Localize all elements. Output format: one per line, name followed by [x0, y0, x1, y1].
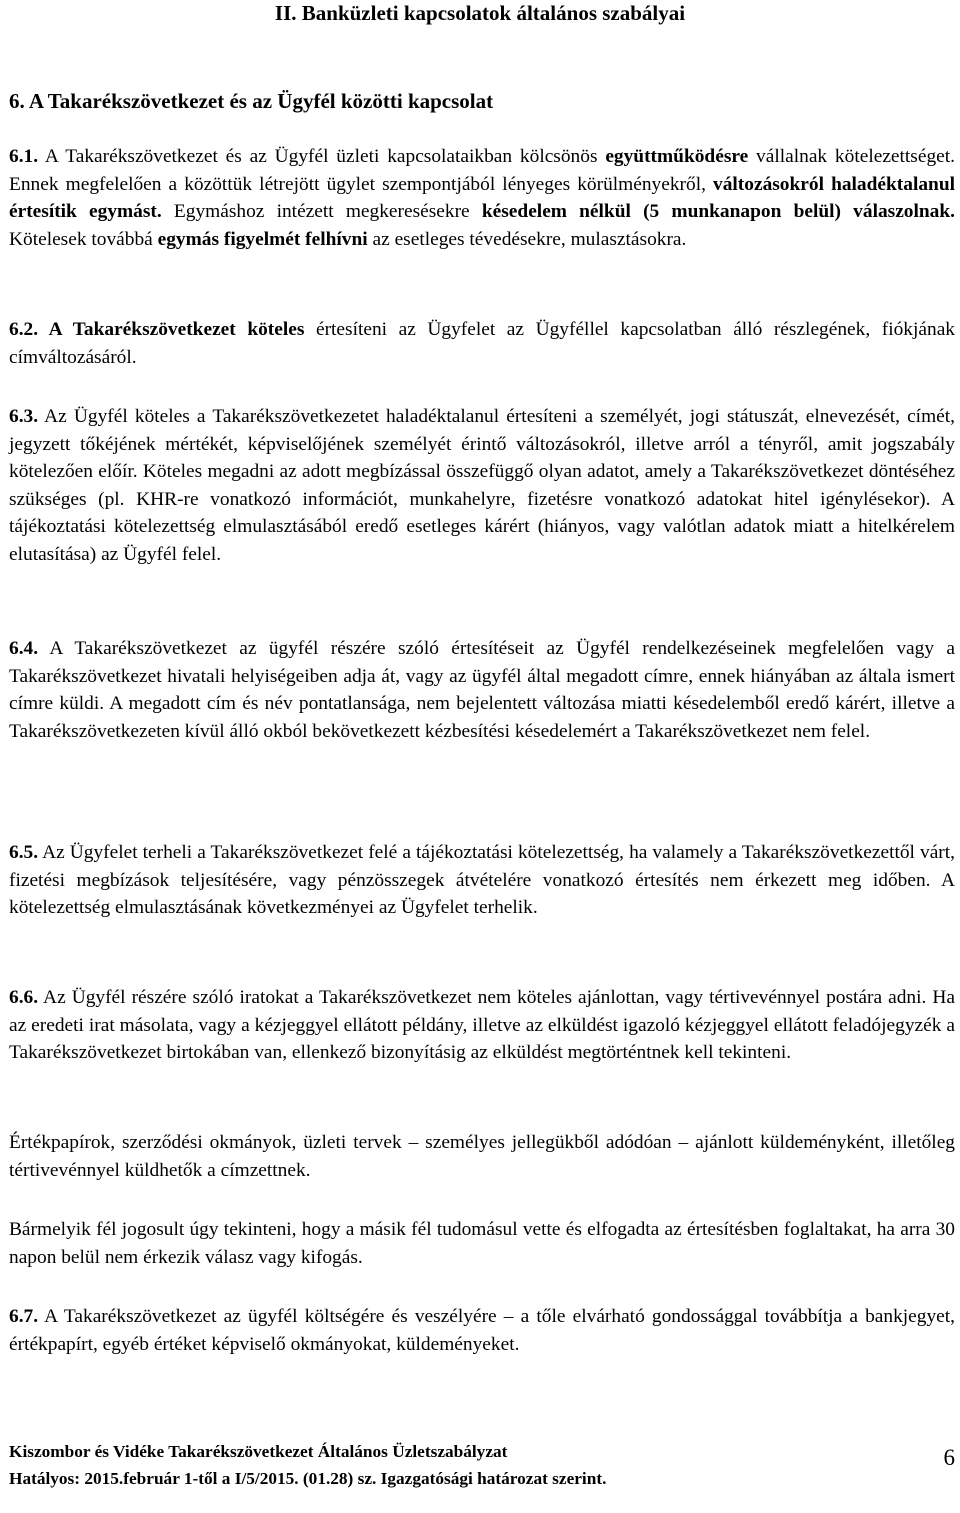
- emphasis-text: változásokról haladéktalanul értesítik egymást.: [9, 173, 955, 223]
- paragraph-text: Az Ügyfél részére szóló iratokat a Takarékszövetkezet nem köteles ajánlottan, vagy tértivevénnyel postára adni. Ha az eredeti irat másolata, vagy a kézjeggyel ellátott példány, illetve az elküldést igazoló kézjeggyel ellátott feladójegyzék a Takarékszövetkezet birtokában van, ellenkező bizonyításig az elküldést megtörténtnek kell tekinteni.: [9, 987, 955, 1064]
- paragraph-text: A Takarékszövetkezet az ügyfél részére szóló értesítéseit az Ügyfél rendelkezéseinek megfelelően vagy a Takarékszövetkezet hivatali helyiségeiben adja át, vagy az ügyfél által megadott címre, ennek hiányában az általa ismert címre küldi. A megadott cím és név pontatlansága, nem bejelentett változása miatti késedelemből eredő kárért, illetve a Takarékszövetkezeten kívül álló okból bekövetkezett kézbesítési késedelemért a Takarékszövetkezet nem felel.: [9, 638, 955, 742]
- paragraph-number: 6.6.: [9, 987, 39, 1008]
- paragraph-number: 6.7.: [9, 1306, 39, 1327]
- paragraph-number: 6.5.: [9, 842, 39, 863]
- paragraph-text: vállalnak kötelezettséget. Ennek megfelelően a közöttük létrejött ügylet szempontjából lényeges körülményekről,: [9, 146, 955, 195]
- paragraph-6-5: [9, 839, 955, 922]
- paragraph-text: az esetleges tévedésekre, mulasztásokra.: [367, 228, 687, 250]
- footer-line-2: Hatályos: 2015.február 1-től a I/5/2015. (01.28) sz. Igazgatósági határozat szerint.: [9, 1469, 607, 1488]
- emphasis-text: együttműködésre: [605, 146, 749, 167]
- paragraph-6-7: [9, 1303, 955, 1358]
- paragraph-number: 6.1.: [9, 146, 39, 167]
- paragraph-barmelyik: Bármelyik fél jogosult úgy tekinteni, hogy a másik fél tudomásul vette és elfogadta az értesítésben foglaltakat, ha arra 30 napon belül nem érkezik válasz vagy kifogás.: [9, 1219, 955, 1268]
- paragraph-6-6: [9, 984, 955, 1067]
- section-title: 6. A Takarékszövetkezet és az Ügyfél közötti kapcsolat: [9, 89, 494, 113]
- paragraph-text: értesíteni az Ügyfelet az Ügyféllel kapcsolatban álló részlegének, fiókjának címváltozásáról.: [9, 319, 955, 368]
- paragraph-number: 6.3.: [9, 406, 39, 427]
- footer-line-1: Kiszombor és Vidéke Takarékszövetkezet Általános Üzletszabályzat: [9, 1442, 508, 1461]
- paragraph-6-4: [9, 635, 955, 745]
- paragraph-6-1: [9, 143, 955, 253]
- page-number: 6: [943, 1445, 955, 1470]
- paragraph-6-3: [9, 403, 955, 569]
- paragraph-text: A Takarékszövetkezet és az Ügyfél üzleti kapcsolataikban kölcsönös: [38, 146, 606, 167]
- paragraph-ertekpapirok: Értékpapírok, szerződési okmányok, üzleti tervek – személyes jellegükből adódóan – ajánlott küldeményként, illetőleg tértivevénnyel küldhetők a címzettnek.: [9, 1132, 955, 1181]
- paragraph-text: Kötelesek továbbá: [9, 228, 158, 250]
- paragraph-text: Az Ügyfelet terheli a Takarékszövetkezet felé a tájékoztatási kötelezettség, ha valamely a Takarékszövetkezettől várt, fizetési megbízások teljesítésére, vagy pénzösszegek átvételére vonatkozó értesítés nem érkezett meg időben. A kötelezettség elmulasztásának következményei az Ügyfelet terhelik.: [9, 842, 955, 919]
- paragraph-6-2: [9, 316, 955, 371]
- emphasis-text: késedelem nélkül (5 munkanapon belül) válaszolnak.: [481, 201, 955, 223]
- paragraph-number: 6.2.: [9, 319, 39, 340]
- page-footer: [9, 1438, 955, 1492]
- paragraph-text: Egymáshoz intézett megkeresésekre: [161, 201, 482, 223]
- paragraph-text: A Takarékszövetkezet az ügyfél költségére és veszélyére – a tőle elvárható gondossággal továbbítja a bankjegyet, értékpapírt, egyéb értéket képviselő okmányokat, küldeményeket.: [9, 1306, 955, 1355]
- emphasis-text: A Takarékszövetkezet köteles: [38, 319, 305, 340]
- emphasis-text: egymás figyelmét felhívni: [157, 228, 368, 250]
- paragraph-text: Az Ügyfél köteles a Takarékszövetkezetet haladéktalanul értesíteni a személyét, jogi státuszát, elnevezését, címét, jegyzett tőkéjének mértékét, képviselőjének személyét érintő változásokról, illetve arról a tényről, amit jogszabály kötelezően előír. Köteles megadni az adott megbízással összefüggő olyan adatot, amely a Takarékszövetkezet döntéséhez szükséges (pl. KHR-re vonatkozó információt, munkahelyre, fizetésre vonatkozó adatokat hitel igénylésekor). A tájékoztatási kötelezettség elmulasztásából eredő esetleges kárért (hiányos, vagy valótlan adatok miatt a hitelkérelem elutasítása) az Ügyfél felel.: [9, 406, 955, 565]
- paragraph-number: 6.4.: [9, 638, 39, 659]
- chapter-title: II. Banküzleti kapcsolatok általános szabályai: [274, 1, 686, 25]
